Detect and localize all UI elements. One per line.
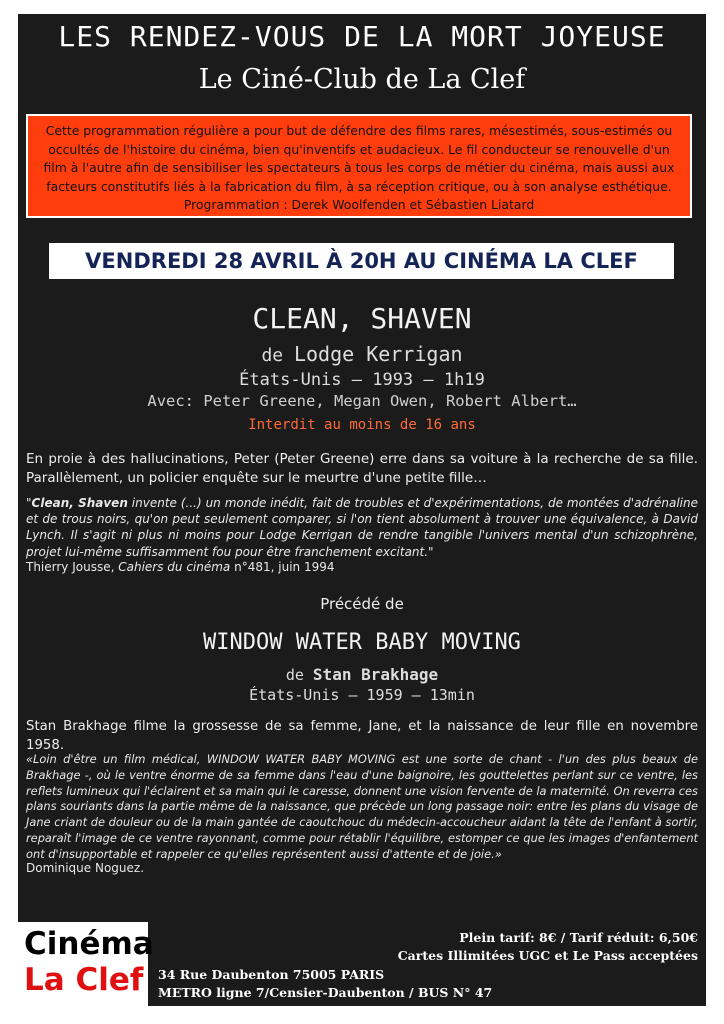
transport-info: METRO ligne 7/Censier-Daubenton / BUS N° 47	[158, 985, 493, 1000]
club-title: Le Ciné-Club de La Clef	[198, 64, 526, 95]
logo-line-cinema: Cinéma	[24, 926, 154, 962]
main-film-quote-source	[26, 560, 334, 574]
short-film-director: Stan Brakhage	[312, 665, 439, 684]
quote-issue: n°481, juin 1994	[230, 560, 335, 574]
quote-author: Thierry Jousse,	[26, 560, 119, 574]
short-film-synopsis: Stan Brakhage filme la grossesse de sa femme, Jane, et la naissance de leur fille en novembre 1958.	[26, 719, 698, 753]
main-film-synopsis: En proie à des hallucinations, Peter (Peter Greene) erre dans sa voiture à la recherche de sa fille. Parallèlement, un policier enquête sur le meurtre d'une petite fille…	[26, 451, 698, 486]
logo-line-la-clef: La Clef	[24, 962, 144, 998]
main-film-director-line	[18, 342, 706, 366]
programming-credit: Programmation : Derek Woolfenden et Sébastien Liatard	[183, 197, 535, 212]
intro-text: Cette programmation régulière a pour but de défendre des films rares, mésestimés, sous-estimés ou occultés de l'histoire du cinéma, bien qu'inventifs et audacieux. Le fil conducteur se renouvelle d'un film à l'autre afin de sensibiliser les spectateurs à tous les corps de métier du cinéma, mais aussi aux facteurs constitutifs liés à la fabrication du film, à sa réception critique, ou à son analyse esthétique.	[43, 123, 675, 194]
quote-film-title: Clean, Shaven	[31, 496, 128, 510]
short-film-quote: «Loin d'être un film médical, WINDOW WATER BABY MOVING est une sorte de chant - l'un des plus beaux de Brakhage -, où le ventre énorme de sa femme dans l'eau d'une baignoire, les gouttelettes perlant sur ce ventre, les reflets lumineux qui l'éclairent et sa main qui le caresse, donnent une vision fervente de la maternité. On reverra ces plans souriants dans la partie même de la naissance, que précède un long passage noir: entre les plans du visage de Jane criant de douleur ou de la main gantée de caoutchouc du médecin-accoucheur aidant la tête de l'enfant à sortir, reparaît l'image de ce ventre rayonnant, comme pour rétablir l'équilibre, estomper ce que les images d'enfantement ont d'insupportable et rappeler ce qu'elles représentent aussi d'attente et de joie.»	[26, 752, 698, 861]
director-prefix: de	[261, 345, 284, 366]
quote-body: invente (...) un monde inédit, fait de troubles et d'expérimentations, de montées d'adrénaline et de trous noirs, qu'on peut seulement comparer, si l'on tient absolument à trouver une équivalence, à David Lynch. Il s'agit ni plus ni moins pour Lodge Kerrigan de rendre tangible l'univers mental d'un schizophrène, projet lui-même suffisamment fou pour être franchement excitant."	[26, 496, 698, 559]
poster	[18, 14, 706, 1006]
director-prefix: de	[285, 666, 304, 684]
accepted-cards: Cartes Illimitées UGC et Le Pass acceptées	[397, 948, 698, 963]
main-film-rating: Interdit au moins de 16 ans	[248, 417, 476, 433]
short-film-quote-author: Dominique Noguez.	[26, 861, 145, 875]
quote-open: "	[26, 496, 32, 510]
quote-publication: Cahiers du cinéma	[118, 560, 231, 574]
cinema-logo	[18, 922, 154, 1006]
cinema-address: 34 Rue Daubenton 75005 PARIS	[158, 967, 385, 982]
main-film-meta: États-Unis – 1993 – 1h19	[239, 370, 485, 390]
main-film-title: CLEAN, SHAVEN	[252, 302, 472, 335]
main-film-cast: Avec: Peter Greene, Megan Owen, Robert Albert…	[147, 392, 577, 410]
main-film-director: Lodge Kerrigan	[293, 342, 463, 366]
date-banner: VENDREDI 28 AVRIL À 20H AU CINÉMA LA CLEF	[49, 243, 674, 279]
short-film-meta: États-Unis – 1959 – 13min	[249, 686, 475, 704]
short-film-director-line	[18, 665, 706, 684]
price-info: Plein tarif: 8€ / Tarif réduit: 6,50€	[459, 930, 698, 945]
short-film-title: WINDOW WATER BABY MOVING	[203, 630, 521, 655]
series-title: LES RENDEZ-VOUS DE LA MORT JOYEUSE	[58, 20, 666, 53]
main-film-quote	[26, 495, 698, 560]
intro-box	[26, 114, 692, 218]
preceded-label: Précédé de	[320, 595, 404, 613]
